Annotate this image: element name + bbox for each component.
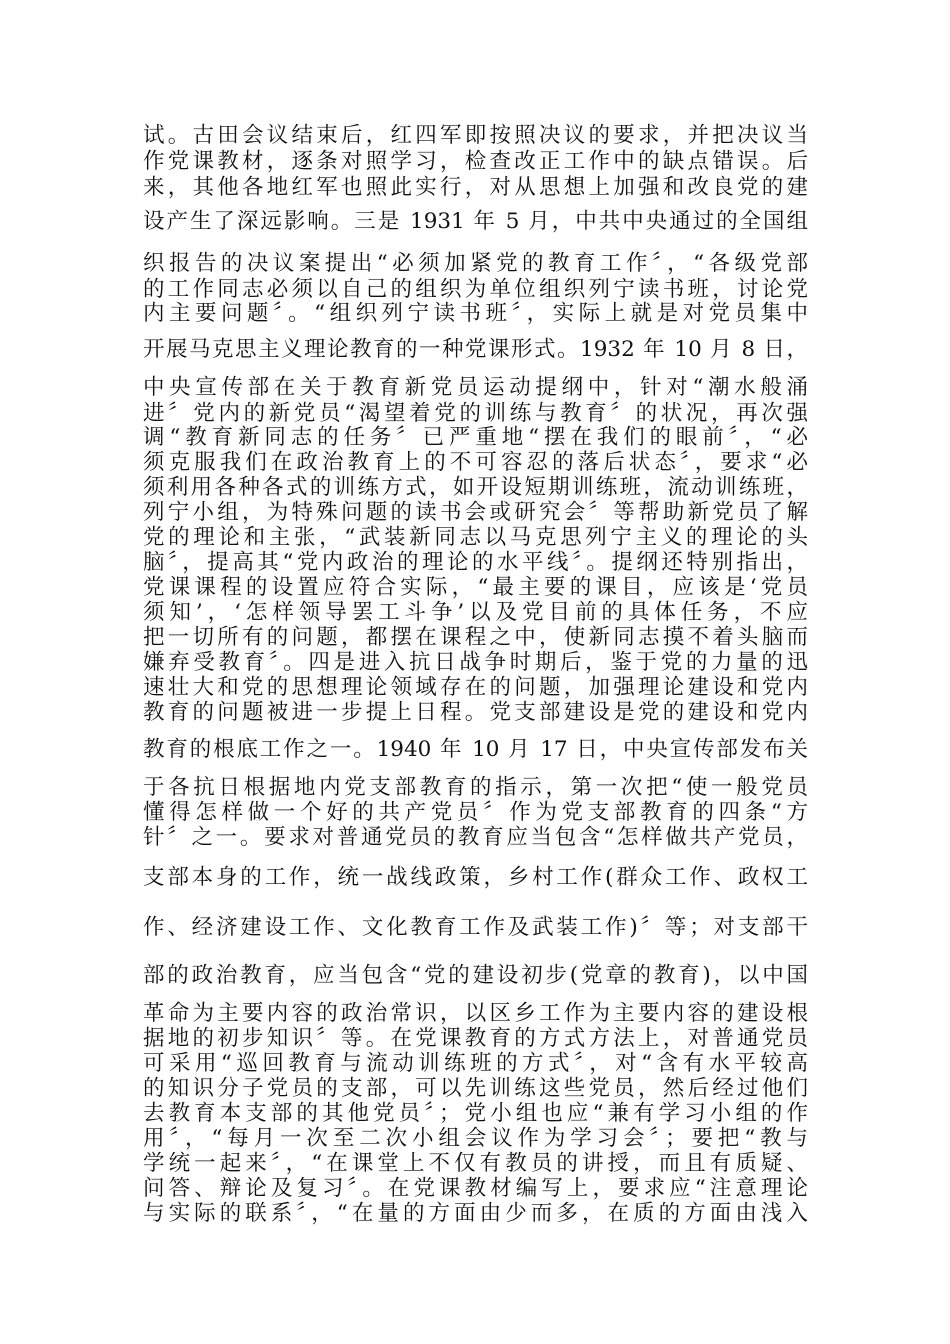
text-line: 教育的根底工作之一。1940 年 10 月 17 日，中央宣传部发布关 [143,737,808,762]
text-line: 部的政治教育，应当包含“党的建设初步(党章的教育)，以中国 [143,963,808,988]
text-line: 把一切所有的问题，都摆在课程之中，使新同志摸不着头脑而 [143,625,808,650]
text-line: 去教育本支部的其他党员〞；党小组也应“兼有学习小组的作 [143,1101,808,1126]
text-line: 速壮大和党的思想理论领域存在的问题，加强理论建设和党内 [143,675,808,700]
text-line: 问答、辩论及复习〞。在党课教材编写上，要求应“注意理论 [143,1176,808,1201]
text-line: 作、经济建设工作、文化教育工作及武装工作)〞等；对支部干 [143,915,808,940]
text-line: 试。古田会议结束后，红四军即按照决议的要求，并把决议当 [143,123,808,148]
text-line: 革命为主要内容的政治常识，以区乡工作为主要内容的建设根 [143,1001,808,1026]
text-line: 调“教育新同志的任务〞已严重地“摆在我们的眼前〞，“必 [143,425,808,450]
text-line: 支部本身的工作，统一战线政策，乡村工作(群众工作、政权工 [143,865,808,890]
text-line: 懂得怎样做一个好的共产党员〞作为党支部教育的四条“方 [143,800,808,825]
text-line: 于各抗日根据地内党支部教育的指示，第一次把“使一般党员 [143,775,808,800]
text-line: 列宁小组，为特殊问题的读书会或研究会〞等帮助新党员了解 [143,500,808,525]
text-line: 作党课教材，逐条对照学习，检查改正工作中的缺点错误。后 [143,149,808,174]
text-line: 党课课程的设置应符合实际，“最主要的课目，应该是‘党员 [143,575,808,600]
text-line: 内主要问题〞。“组织列宁读书班〞，实际上就是对党员集中 [143,301,808,326]
text-line: 据地的初步知识〞等。在党课教育的方式方法上，对普通党员 [143,1026,808,1051]
text-line: 嫌弃受教育〞。四是进入抗日战争时期后，鉴于党的力量的迅 [143,650,808,675]
text-line: 中央宣传部在关于教育新党员运动提纲中，针对“潮水般涌 [143,375,808,400]
text-line: 织报告的决议案提出“必须加紧党的教育工作〞，“各级党部 [143,251,808,276]
text-line: 须知’，‘怎样领导罢工斗争’以及党目前的具体任务，不应 [143,600,808,625]
text-line: 可采用“巡回教育与流动训练班的方式〞，对“含有水平较高 [143,1051,808,1076]
text-line: 针〞之一。要求对普通党员的教育应当包含“怎样做共产党员， [143,825,808,850]
text-line: 学统一起来〞，“在课堂上不仅有教员的讲授，而且有质疑、 [143,1151,808,1176]
text-line: 开展马克思主义理论教育的一种党课形式。1932 年 10 月 8 日， [143,337,808,362]
text-line: 党的理论和主张，“武装新同志以马克思列宁主义的理论的头 [143,525,808,550]
text-line: 设产生了深远影响。三是 1931 年 5 月，中共中央通过的全国组 [143,209,808,234]
text-line: 的知识分子党员的支部，可以先训练这些党员，然后经过他们 [143,1076,808,1101]
text-line: 的工作同志必须以自己的组织为单位组织列宁读书班，讨论党 [143,277,808,302]
text-line: 教育的问题被进一步提上日程。党支部建设是党的建设和党内 [143,700,808,725]
text-line: 须克服我们在政治教育上的不可容忍的落后状态〞，要求“必 [143,450,808,475]
text-line: 用〞，“每月一次至二次小组会议作为学习会〞；要把“教与 [143,1126,808,1151]
text-line: 须利用各种各式的训练方式，如开设短期训练班，流动训练班， [143,475,808,500]
text-line: 进〞党内的新党员“渴望着党的训练与教育〞的状况，再次强 [143,401,808,426]
text-line: 来，其他各地红军也照此实行，对从思想上加强和改良党的建 [143,175,808,200]
text-line: 与实际的联系〞，“在量的方面由少而多，在质的方面由浅入 [143,1201,808,1226]
text-line: 脑〞，提高其“党内政治的理论的水平线〞。提纲还特别指出， [143,550,808,575]
